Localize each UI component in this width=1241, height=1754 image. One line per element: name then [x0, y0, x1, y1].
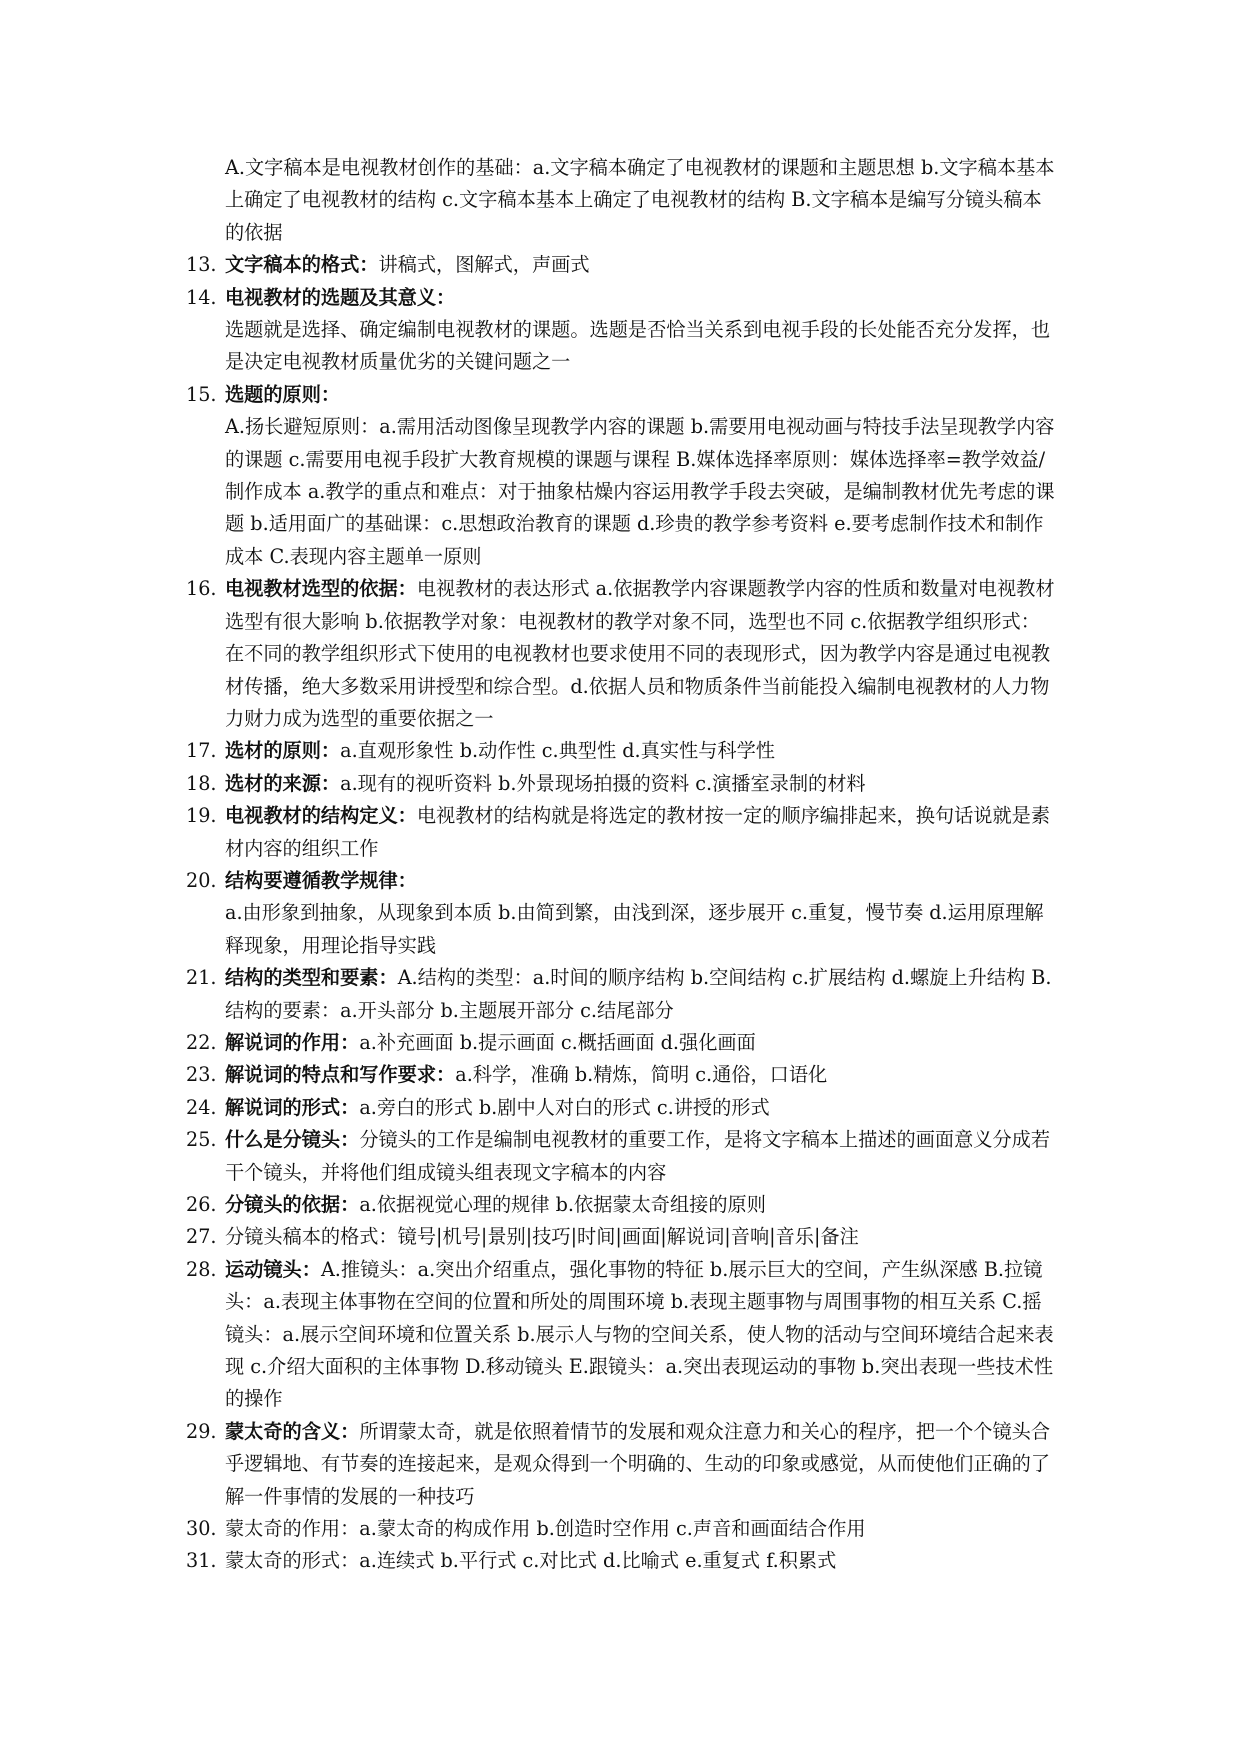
item-number: 13. — [186, 253, 217, 277]
item-body — [225, 1221, 1056, 1253]
item-body — [225, 1092, 1056, 1124]
list-item — [186, 379, 1056, 411]
item-body — [225, 379, 1056, 411]
item-body — [225, 573, 1056, 735]
item-body — [225, 1513, 1056, 1545]
item-body — [225, 768, 1056, 800]
item-number: 27. — [186, 1225, 217, 1249]
list-item — [186, 282, 1056, 314]
list-item — [186, 800, 1056, 865]
item-keyword: 电视教材的选题及其意义： — [225, 285, 456, 309]
intro-paragraph: A.文字稿本是电视教材创作的基础：a.文字稿本确定了电视教材的课题和主题思想 b.文字稿本基本上确定了电视教材的结构 c.文字稿本基本上确定了电视教材的结构 B.文字稿本是编写分镜头稿本的依据 — [225, 156, 1055, 244]
item-body — [225, 249, 1056, 281]
item-detail: 选题就是选择、确定编制电视教材的课题。选题是否恰当关系到电视手段的长处能否充分发挥，也是决定电视教材质量优劣的关键问题之一 — [225, 318, 1051, 374]
item-keyword: 解说词的特点和写作要求： — [225, 1063, 456, 1087]
item-text: a.依据视觉心理的规律 b.依据蒙太奇组接的原则 — [359, 1193, 766, 1216]
item-number: 31. — [186, 1549, 217, 1573]
item-body — [225, 1124, 1056, 1189]
item-body — [225, 282, 1056, 314]
item-keyword: 蒙太奇的含义： — [225, 1419, 360, 1443]
item-text: 讲稿式，图解式，声画式 — [378, 253, 590, 277]
item-keyword: 文字稿本的格式： — [225, 253, 379, 277]
item-text: a.直观形象性 b.动作性 c.典型性 d.真实性与科学性 — [340, 739, 775, 763]
list-item — [186, 1092, 1056, 1124]
list-item — [186, 768, 1056, 800]
list-item — [186, 1416, 1056, 1513]
item-keyword: 解说词的作用： — [225, 1030, 360, 1054]
item-text: a.旁白的形式 b.剧中人对白的形式 c.讲授的形式 — [359, 1095, 770, 1119]
item-number: 21. — [186, 966, 217, 990]
list-item — [186, 865, 1056, 897]
numbered-list — [186, 249, 1056, 1578]
list-item — [186, 249, 1056, 281]
item-number: 29. — [186, 1419, 217, 1443]
item-keyword: 电视教材的结构定义： — [225, 804, 417, 828]
item-body — [225, 865, 1056, 897]
item-text: 电视教材的表达形式 a.依据教学内容课题教学内容的性质和数量对电视教材选型有很大影响 b.依据教学对象：电视教材的教学对象不同，选型也不同 c.依据教学组织形式：在不同的教学组织形式下使用的电视教材也要求使用不同的表现形式，因为教学内容是通过电视教材传播，绝大多数采用讲授型和综合型。d.依据人员和物质条件当前能投入编制电视教材的人力物力财力成为选型的重要依据之一 — [225, 577, 1055, 730]
item-keyword: 结构要遵循教学规律： — [225, 868, 417, 892]
list-item — [186, 1545, 1056, 1577]
item-body — [225, 1027, 1056, 1059]
item-keyword: 解说词的形式： — [225, 1095, 360, 1119]
item-body — [225, 1416, 1056, 1513]
item-text: 分镜头的工作是编制电视教材的重要工作，是将文字稿本上描述的画面意义分成若干个镜头，并将他们组成镜头组表现文字稿本的内容 — [225, 1128, 1051, 1184]
item-text: a.科学，准确 b.精炼，简明 c.通俗，口语化 — [455, 1063, 828, 1087]
list-item — [186, 1513, 1056, 1545]
item-text: A.结构的类型：a.时间的顺序结构 b.空间结构 c.扩展结构 d.螺旋上升结构 B.结构的要素：a.开头部分 b.主题展开部分 c.结尾部分 — [225, 966, 1052, 1022]
item-number: 23. — [186, 1063, 217, 1087]
item-number: 19. — [186, 804, 217, 828]
item-detail: A.扬长避短原则：a.需用活动图像呈现教学内容的课题 b.需要用电视动画与特技手法呈现教学内容的课题 c.需要用电视手段扩大教育规模的课题与课程 B.媒体选择率原则：媒体选择率=教学效益/制作成本 a.教学的重点和难点：对于抽象枯燥内容运用教学手段去突破，是编制教材优先考虑的课题 b.适用面广的基础课：c.思想政治教育的课题 d.珍贵的教学参考资料 e.要考虑制作技术和制作成本 C.表现内容主题单一原则 — [225, 415, 1055, 568]
item-number: 20. — [186, 868, 217, 892]
item-body — [225, 1545, 1056, 1577]
item-text: 所谓蒙太奇，就是依照着情节的发展和观众注意力和关心的程序，把一个个镜头合乎逻辑地、有节奏的连接起来，是观众得到一个明确的、生动的印象或感觉，从而使他们正确的了解一件事情的发展的一种技巧 — [225, 1419, 1051, 1508]
item-keyword: 运动镜头： — [225, 1257, 321, 1281]
item-body — [225, 1059, 1056, 1091]
item-number: 26. — [186, 1193, 217, 1216]
item-text: 蒙太奇的形式：a.连续式 b.平行式 c.对比式 d.比喻式 e.重复式 f.积累式 — [225, 1549, 837, 1573]
list-item — [186, 735, 1056, 767]
item-detail: a.由形象到抽象，从现象到本质 b.由简到繁，由浅到深，逐步展开 c.重复，慢节奏 d.运用原理解释现象，用理论指导实践 — [225, 901, 1044, 957]
item-body — [225, 962, 1056, 1027]
item-number: 30. — [186, 1517, 217, 1541]
list-item — [186, 1221, 1056, 1253]
item-text: 蒙太奇的作用：a.蒙太奇的构成作用 b.创造时空作用 c.声音和画面结合作用 — [225, 1517, 866, 1541]
item-number: 16. — [186, 577, 217, 601]
item-body — [225, 735, 1056, 767]
item-number: 25. — [186, 1128, 217, 1152]
list-item — [186, 1059, 1056, 1091]
item-keyword: 选材的来源： — [225, 771, 341, 795]
item-text: 分镜头稿本的格式：镜号|机号|景别|技巧|时间|画面|解说词|音响|音乐|备注 — [225, 1225, 859, 1249]
item-text: A.推镜头：a.突出介绍重点，强化事物的特征 b.展示巨大的空间，产生纵深感 B.拉镜头：a.表现主体事物在空间的位置和所处的周围环境 b.表现主题事物与周围事物的相互关系 C.摇镜头：a.展示空间环境和位置关系 b.展示人与物的空间关系，使人物的活动与空间环境结合起来表现 c.介绍大面积的主体事物 D.移动镜头 E.跟镜头：a.突出表现运动的事物 b.突出表现一些技术性的操作 — [225, 1257, 1054, 1411]
item-text: a.现有的视听资料 b.外景现场拍摄的资料 c.演播室录制的材料 — [340, 771, 866, 795]
item-number: 24. — [186, 1095, 217, 1119]
item-body — [225, 1254, 1056, 1416]
document-body — [186, 152, 1056, 1578]
item-number: 28. — [186, 1257, 217, 1281]
item-keyword: 电视教材选型的依据： — [225, 577, 417, 601]
item-number: 15. — [186, 382, 217, 406]
list-item — [186, 573, 1056, 735]
item-body — [225, 1189, 1056, 1221]
item-keyword: 选题的原则： — [225, 382, 341, 406]
item-number: 22. — [186, 1030, 217, 1054]
item-number: 14. — [186, 285, 217, 309]
item-number: 17. — [186, 739, 217, 763]
item-keyword: 结构的类型和要素： — [225, 966, 398, 990]
item-number: 18. — [186, 771, 217, 795]
list-item — [186, 1027, 1056, 1059]
item-text: a.补充画面 b.提示画面 c.概括画面 d.强化画面 — [359, 1030, 756, 1054]
list-item — [186, 1189, 1056, 1221]
item-text: 电视教材的结构就是将选定的教材按一定的顺序编排起来，换句话说就是素材内容的组织工作 — [225, 804, 1051, 860]
item-keyword: 分镜头的依据： — [225, 1193, 360, 1216]
item-keyword: 什么是分镜头： — [225, 1128, 360, 1152]
list-item — [186, 1124, 1056, 1189]
list-item — [186, 1254, 1056, 1416]
list-item — [186, 962, 1056, 1027]
item-body — [225, 800, 1056, 865]
item-keyword: 选材的原则： — [225, 739, 341, 763]
